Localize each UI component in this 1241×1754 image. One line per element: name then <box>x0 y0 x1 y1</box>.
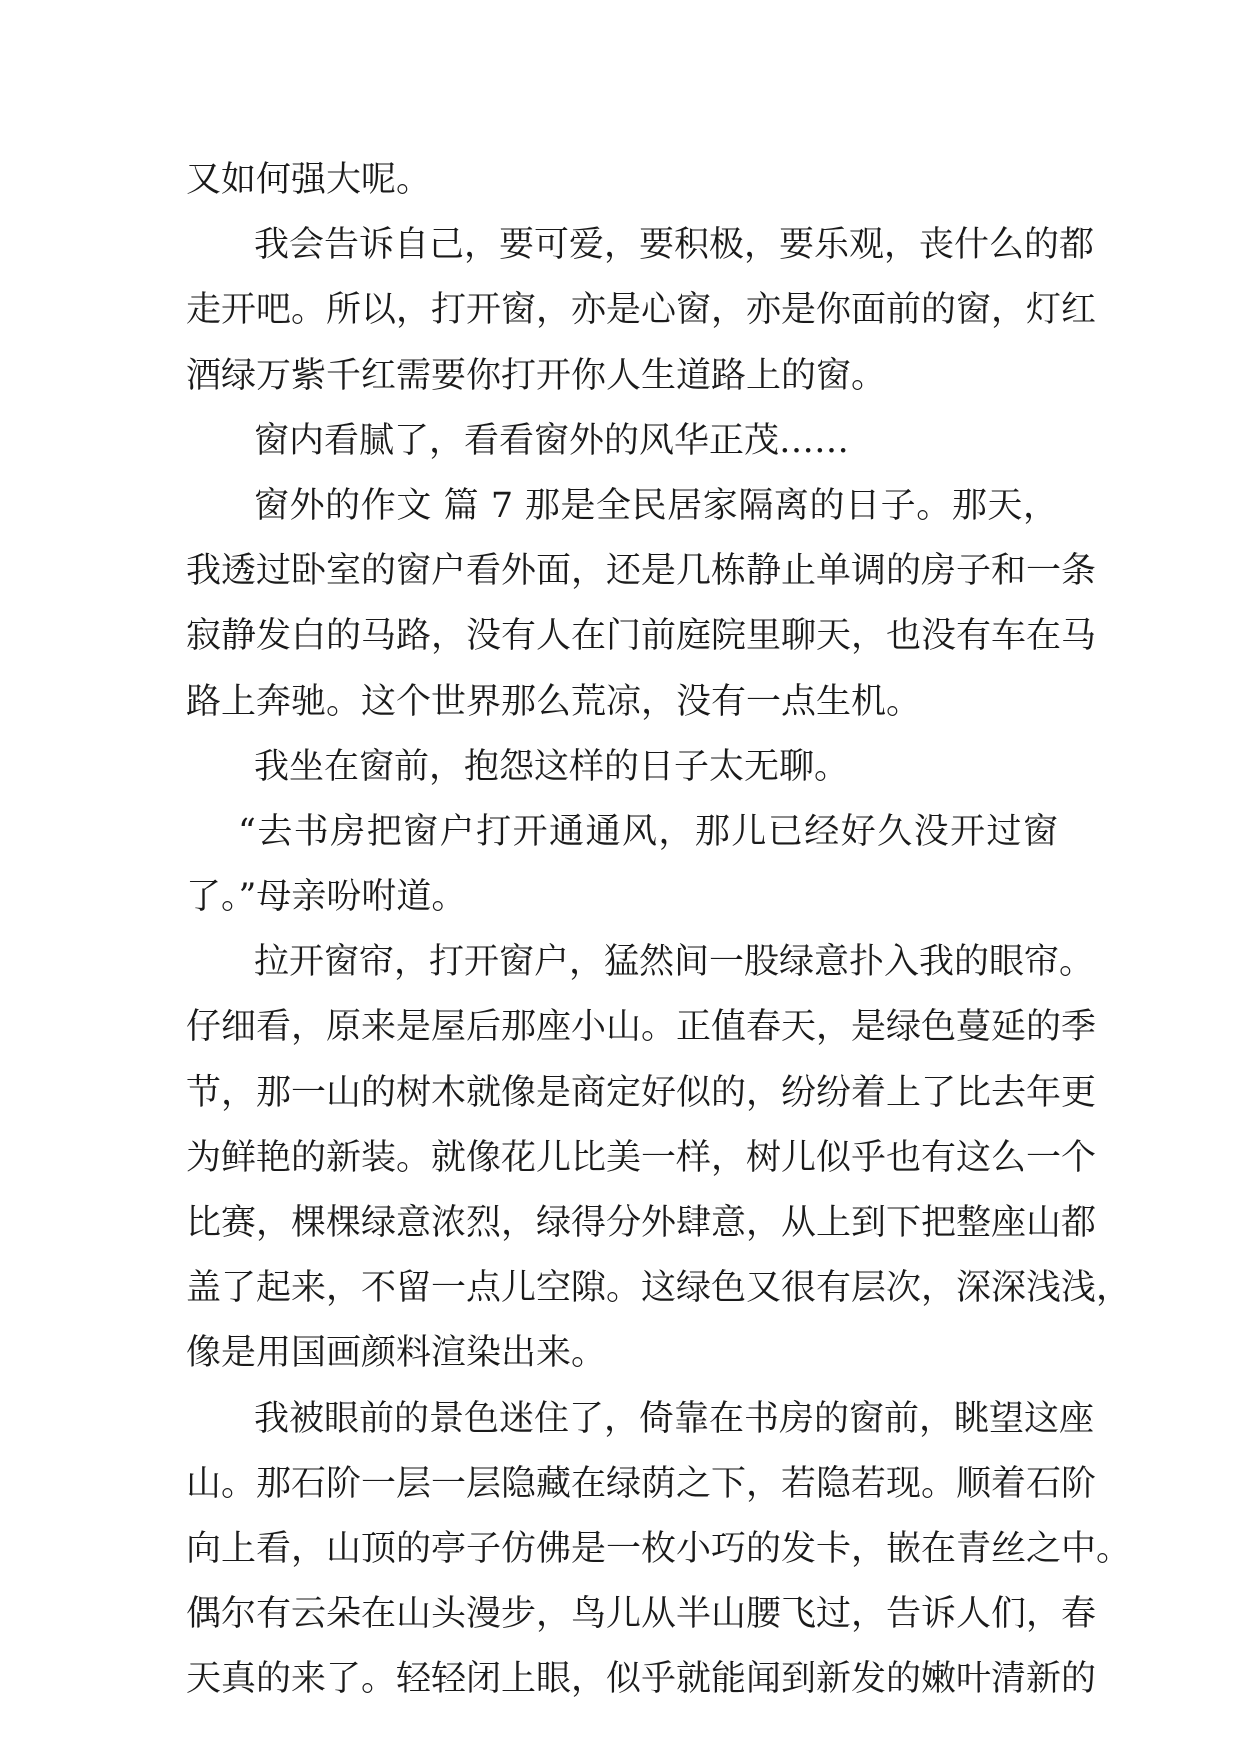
text-line: 山。那石阶一层一层隐藏在绿荫之下，若隐若现。顺着石阶 <box>186 1463 1097 1504</box>
text-line: 像是用国画颜料渲染出来。 <box>186 1333 607 1374</box>
text-line: 又如何强大呢。 <box>186 160 432 200</box>
text-line: 我坐在窗前，抱怨这样的日子太无聊。 <box>254 746 850 787</box>
text-line: 拉开窗帘，打开窗户，猛然间一股绿意扑入我的眼帘。 <box>254 942 1095 983</box>
text-line: 窗外的作文 篇 7 那是全民居家隔离的日子。那天， <box>254 485 1058 526</box>
text-line: 比赛，棵棵绿意浓烈，绿得分外肆意，从上到下把整座山都 <box>186 1203 1097 1243</box>
text-line: 为鲜艳的新装。就像花儿比美一样，树儿似乎也有这么一个 <box>186 1137 1097 1178</box>
text-line: 我被眼前的景色迷住了，倚靠在书房的窗前，眺望这座 <box>254 1398 1095 1439</box>
text-line: 酒绿万紫千红需要你打开你人生道路上的窗。 <box>186 355 887 396</box>
text-line: “去书房把窗户打开通通风，那儿已经好久没开过窗 <box>238 811 1058 852</box>
text-line: 走开吧。所以，打开窗，亦是心窗，亦是你面前的窗，灯红 <box>186 290 1097 331</box>
text-line: 盖了起来，不留一点儿空隙。这绿色又很有层次，深深浅浅， <box>186 1268 1132 1309</box>
text-line: 路上奔驰。这个世界那么荒凉，没有一点生机。 <box>186 681 922 722</box>
text-line: 了。”母亲吩咐道。 <box>186 877 467 918</box>
text-line: 节，那一山的树木就像是商定好似的，纷纷着上了比去年更 <box>186 1072 1097 1113</box>
text-line: 偶尔有云朵在山头漫步，鸟儿从半山腰飞过，告诉人们，春 <box>186 1594 1097 1635</box>
text-line: 仔细看，原来是屋后那座小山。正值春天，是绿色蔓延的季 <box>186 1007 1097 1048</box>
text-line: 我会告诉自己，要可爱，要积极，要乐观，丧什么的都 <box>254 225 1095 266</box>
text-line: 向上看，山顶的亭子仿佛是一枚小巧的发卡，嵌在青丝之中。 <box>186 1528 1132 1569</box>
essay-body <box>186 158 1132 1723</box>
text-line: 天真的来了。轻轻闭上眼，似乎就能闻到新发的嫩叶清新的 <box>186 1659 1097 1700</box>
text-line: 寂静发白的马路，没有人在门前庭院里聊天，也没有车在马 <box>186 616 1097 657</box>
text-line: 窗内看腻了，看看窗外的风华正茂…… <box>254 420 850 461</box>
text-line: 我透过卧室的窗户看外面，还是几栋静止单调的房子和一条 <box>186 551 1097 592</box>
